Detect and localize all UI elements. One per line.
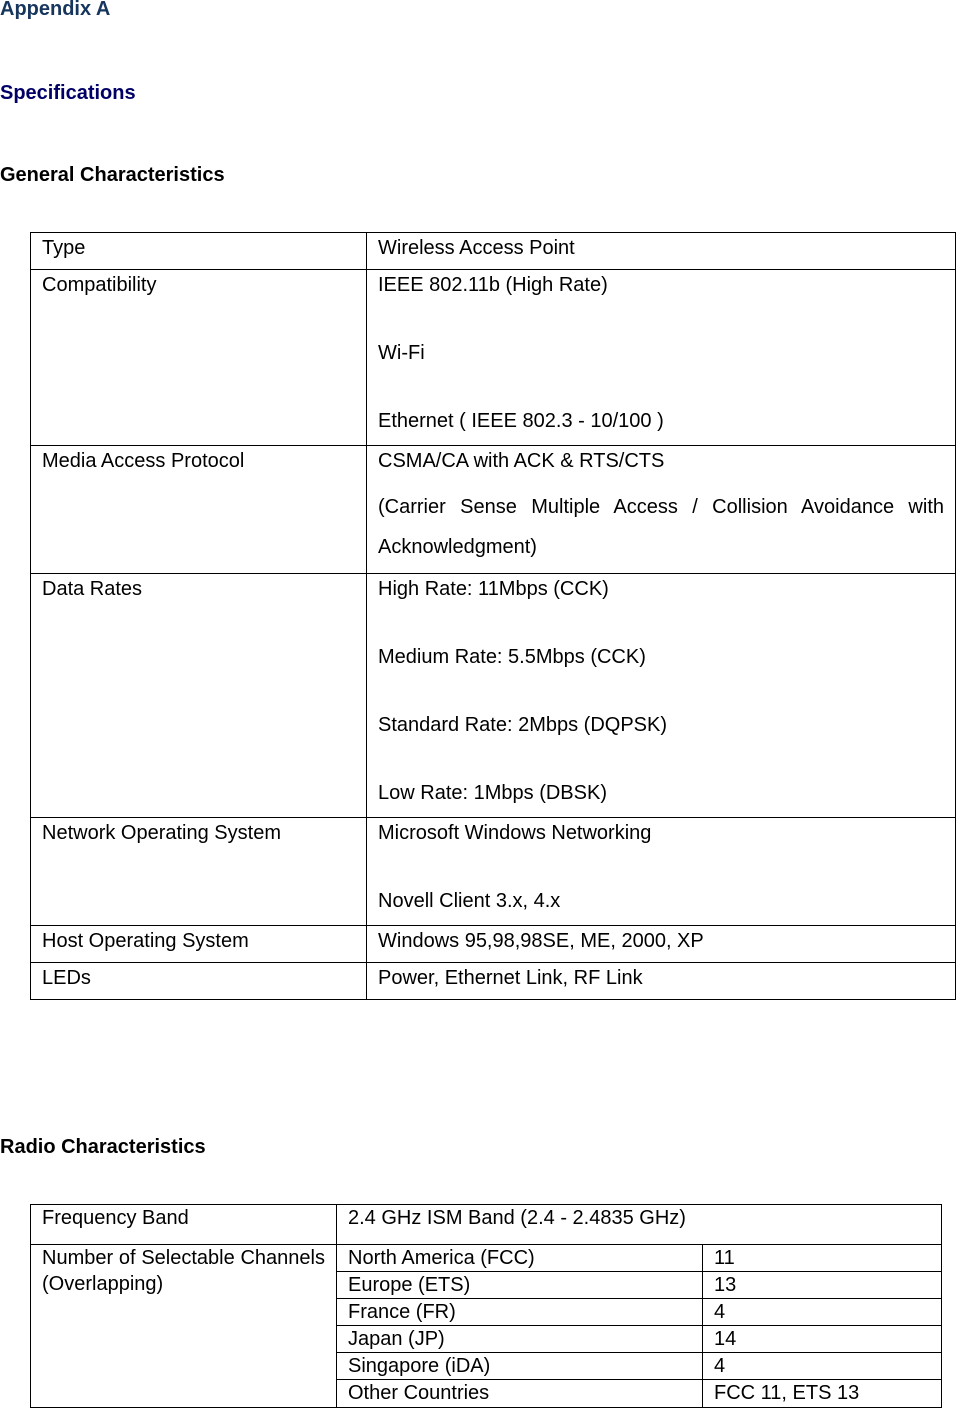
- channel-count: 11: [703, 1245, 942, 1272]
- channel-count: 4: [703, 1353, 942, 1380]
- channel-region: Singapore (iDA): [337, 1353, 703, 1380]
- table-row: [31, 446, 956, 574]
- channel-row: [337, 1326, 941, 1353]
- table-row: [31, 270, 956, 446]
- compatibility-values: [367, 270, 956, 446]
- specifications-title: Specifications: [0, 82, 136, 104]
- leds-label: LEDs: [31, 963, 367, 1000]
- channels-label: Number of Selectable Channels (Overlapping): [31, 1245, 337, 1408]
- table-row: [31, 574, 956, 818]
- compat-value: Ethernet ( IEEE 802.3 - 10/100 ): [378, 410, 664, 432]
- channel-row: [337, 1380, 941, 1407]
- nos-value: Microsoft Windows Networking: [378, 822, 652, 844]
- channel-region: Japan (JP): [337, 1326, 703, 1353]
- data-rates-values: [367, 574, 956, 818]
- table-row: [31, 963, 956, 1000]
- rate-value: Medium Rate: 5.5Mbps (CCK): [378, 646, 646, 668]
- mac-values: [367, 446, 956, 574]
- type-value: Wireless Access Point: [367, 233, 956, 270]
- general-characteristics-table: [30, 232, 956, 1000]
- type-label: Type: [31, 233, 367, 270]
- compat-value: IEEE 802.11b (High Rate): [378, 274, 608, 296]
- rate-value: High Rate: 11Mbps (CCK): [378, 578, 609, 600]
- table-row: [31, 818, 956, 926]
- channel-region: France (FR): [337, 1299, 703, 1326]
- channel-row: [337, 1299, 941, 1326]
- table-row: [31, 233, 956, 270]
- leds-value: Power, Ethernet Link, RF Link: [367, 963, 956, 1000]
- compatibility-label: Compatibility: [31, 270, 367, 446]
- frequency-band-label: Frequency Band: [31, 1205, 337, 1245]
- general-characteristics-heading: General Characteristics: [0, 164, 225, 186]
- channel-count: FCC 11, ETS 13: [703, 1380, 942, 1407]
- radio-characteristics-table: [30, 1204, 942, 1408]
- channel-count: 14: [703, 1326, 942, 1353]
- rate-value: Low Rate: 1Mbps (DBSK): [378, 782, 607, 804]
- nos-label: Network Operating System: [31, 818, 367, 926]
- channels-subtable: [337, 1245, 941, 1407]
- channel-row: [337, 1245, 941, 1272]
- radio-characteristics-heading: Radio Characteristics: [0, 1136, 206, 1158]
- compat-value: Wi-Fi: [378, 342, 425, 364]
- channel-row: [337, 1353, 941, 1380]
- data-rates-label: Data Rates: [31, 574, 367, 818]
- channel-region: North America (FCC): [348, 1247, 535, 1269]
- channel-region: Europe (ETS): [337, 1272, 703, 1299]
- hos-value: Windows 95,98,98SE, ME, 2000, XP: [367, 926, 956, 963]
- hos-label: Host Operating System: [31, 926, 367, 963]
- table-row: [31, 1245, 942, 1408]
- mac-label: Media Access Protocol: [31, 446, 367, 574]
- nos-value: Novell Client 3.x, 4.x: [378, 890, 561, 912]
- table-row: [31, 1205, 942, 1245]
- table-row: [31, 926, 956, 963]
- mac-line-desc: (Carrier Sense Multiple Access / Collision Avoidance with Acknowledgment): [378, 496, 944, 558]
- channels-cell: [337, 1245, 942, 1408]
- channel-region: Other Countries: [337, 1380, 703, 1407]
- nos-values: [367, 818, 956, 926]
- frequency-band-value: 2.4 GHz ISM Band (2.4 - 2.4835 GHz): [337, 1205, 942, 1245]
- mac-line: CSMA/CA with ACK & RTS/CTS: [378, 450, 665, 472]
- channel-row: [337, 1272, 941, 1299]
- rate-value: Standard Rate: 2Mbps (DQPSK): [378, 714, 668, 736]
- channel-count: 13: [703, 1272, 942, 1299]
- appendix-heading: Appendix A: [0, 0, 111, 20]
- channel-count: 4: [703, 1299, 942, 1326]
